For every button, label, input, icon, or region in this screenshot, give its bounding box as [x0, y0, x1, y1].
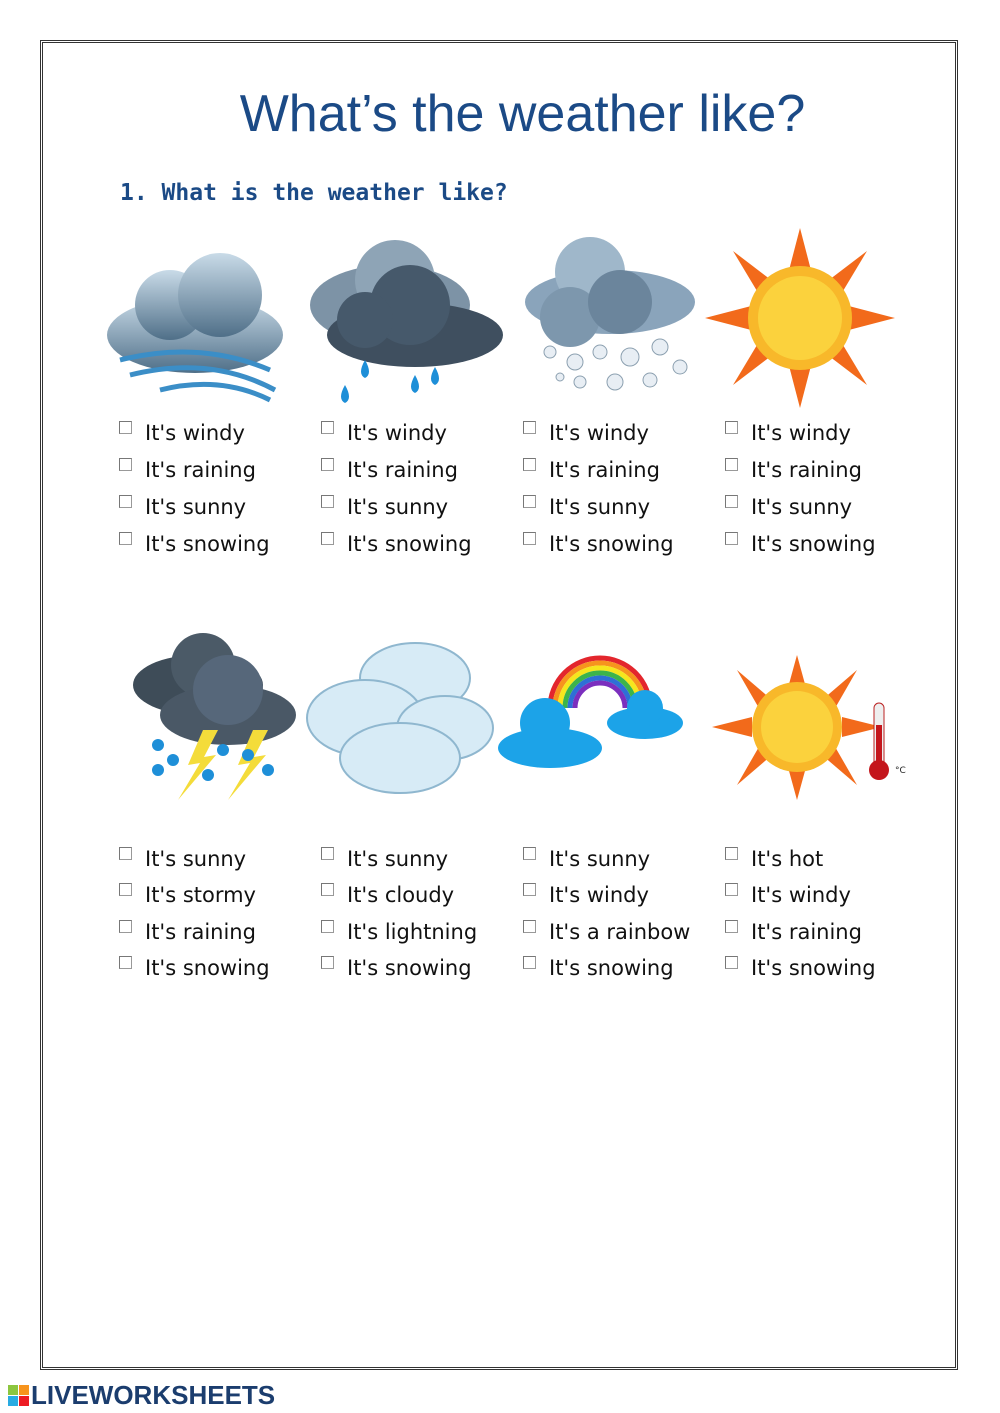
answer-label: It's snowing [347, 532, 472, 556]
answer-label: It's snowing [751, 532, 876, 556]
logo-text: LIVEWORKSHEETS [31, 1380, 276, 1410]
answer-checkbox[interactable] [523, 532, 536, 545]
answer-option[interactable] [725, 917, 862, 947]
answer-checkbox[interactable] [321, 495, 334, 508]
logo-tiles-icon [8, 1385, 29, 1406]
answer-option[interactable] [725, 953, 876, 983]
answer-checkbox[interactable] [321, 847, 334, 860]
answer-checkbox[interactable] [119, 458, 132, 471]
answer-checkbox[interactable] [523, 847, 536, 860]
answer-label: It's stormy [145, 883, 256, 907]
cloudy-image [305, 628, 495, 798]
answer-option[interactable] [119, 917, 256, 947]
answer-label: It's sunny [549, 495, 651, 519]
answer-option[interactable] [725, 529, 876, 559]
answer-checkbox[interactable] [725, 458, 738, 471]
answer-checkbox[interactable] [321, 532, 334, 545]
answer-label: It's raining [347, 458, 458, 482]
answer-label: It's raining [145, 458, 256, 482]
answer-option[interactable] [119, 529, 270, 559]
answer-checkbox[interactable] [119, 847, 132, 860]
answer-option[interactable] [119, 953, 270, 983]
liveworksheets-logo [8, 1380, 275, 1411]
answer-label: It's snowing [549, 956, 674, 980]
answer-label: It's snowing [145, 956, 270, 980]
answer-label: It's raining [751, 458, 862, 482]
answer-checkbox[interactable] [523, 883, 536, 896]
question-heading: 1. What is the weather like? [120, 180, 508, 206]
answer-checkbox[interactable] [725, 883, 738, 896]
answer-option[interactable] [321, 880, 454, 910]
answer-label: It's raining [145, 920, 256, 944]
sun-image [705, 228, 895, 408]
answer-checkbox[interactable] [523, 495, 536, 508]
answer-checkbox[interactable] [523, 920, 536, 933]
answer-option[interactable] [321, 455, 458, 485]
answer-option[interactable] [321, 418, 447, 448]
answer-option[interactable] [725, 455, 862, 485]
answer-checkbox[interactable] [523, 458, 536, 471]
answer-label: It's cloudy [347, 883, 455, 907]
answer-option[interactable] [119, 844, 246, 874]
answer-checkbox[interactable] [523, 956, 536, 969]
answer-label: It's windy [549, 883, 649, 907]
answer-option[interactable] [725, 418, 851, 448]
answer-option[interactable] [523, 492, 650, 522]
answer-checkbox[interactable] [725, 421, 738, 434]
answer-label: It's sunny [751, 495, 853, 519]
answer-checkbox[interactable] [725, 920, 738, 933]
rain-cloud-image [305, 235, 505, 415]
answer-label: It's lightning [347, 920, 478, 944]
answer-option[interactable] [321, 844, 448, 874]
answer-option[interactable] [523, 844, 650, 874]
answer-option[interactable] [523, 529, 674, 559]
answer-label: It's windy [347, 421, 447, 445]
answer-checkbox[interactable] [321, 421, 334, 434]
answer-checkbox[interactable] [321, 920, 334, 933]
answer-checkbox[interactable] [119, 421, 132, 434]
answer-label: It's raining [549, 458, 660, 482]
answer-option[interactable] [725, 492, 852, 522]
answer-checkbox[interactable] [725, 956, 738, 969]
answer-option[interactable] [119, 455, 256, 485]
answer-label: It's sunny [347, 495, 449, 519]
storm-cloud-image [128, 630, 298, 805]
windy-cloud-image [100, 240, 290, 410]
answer-checkbox[interactable] [119, 532, 132, 545]
answer-option[interactable] [523, 455, 660, 485]
answer-label: It's raining [751, 920, 862, 944]
answer-label: It's sunny [145, 495, 247, 519]
rainbow-image [495, 648, 690, 773]
snow-cloud-image [520, 232, 700, 402]
answer-checkbox[interactable] [119, 495, 132, 508]
answer-checkbox[interactable] [119, 920, 132, 933]
answer-checkbox[interactable] [725, 847, 738, 860]
hot-sun-thermometer-image [712, 655, 912, 800]
answer-label: It's windy [145, 421, 245, 445]
answer-checkbox[interactable] [119, 956, 132, 969]
page-title: What’s the weather like? [239, 85, 806, 143]
answer-option[interactable] [725, 844, 823, 874]
answer-option[interactable] [523, 953, 674, 983]
answer-label: It's snowing [347, 956, 472, 980]
answer-checkbox[interactable] [321, 956, 334, 969]
answer-label: It's sunny [145, 847, 247, 871]
answer-label: It's snowing [145, 532, 270, 556]
answer-label: It's sunny [549, 847, 651, 871]
thermometer-unit: °C [895, 766, 906, 776]
answer-option[interactable] [321, 492, 448, 522]
answer-option[interactable] [523, 880, 649, 910]
answer-option[interactable] [725, 880, 851, 910]
answer-label: It's windy [549, 421, 649, 445]
answer-option[interactable] [321, 917, 477, 947]
answer-option[interactable] [119, 418, 245, 448]
answer-label: It's hot [751, 847, 824, 871]
answer-option[interactable] [119, 492, 246, 522]
answer-label: It's sunny [347, 847, 449, 871]
answer-checkbox[interactable] [119, 883, 132, 896]
answer-label: It's snowing [549, 532, 674, 556]
answer-label: It's windy [751, 883, 851, 907]
answer-option[interactable] [523, 418, 649, 448]
answer-label: It's a rainbow [549, 920, 691, 944]
answer-checkbox[interactable] [523, 421, 536, 434]
answer-label: It's windy [751, 421, 851, 445]
answer-label: It's snowing [751, 956, 876, 980]
answer-checkbox[interactable] [725, 532, 738, 545]
answer-option[interactable] [321, 529, 472, 559]
answer-checkbox[interactable] [725, 495, 738, 508]
answer-checkbox[interactable] [321, 458, 334, 471]
answer-option[interactable] [321, 953, 472, 983]
answer-checkbox[interactable] [321, 883, 334, 896]
answer-option[interactable] [523, 917, 690, 947]
answer-option[interactable] [119, 880, 256, 910]
